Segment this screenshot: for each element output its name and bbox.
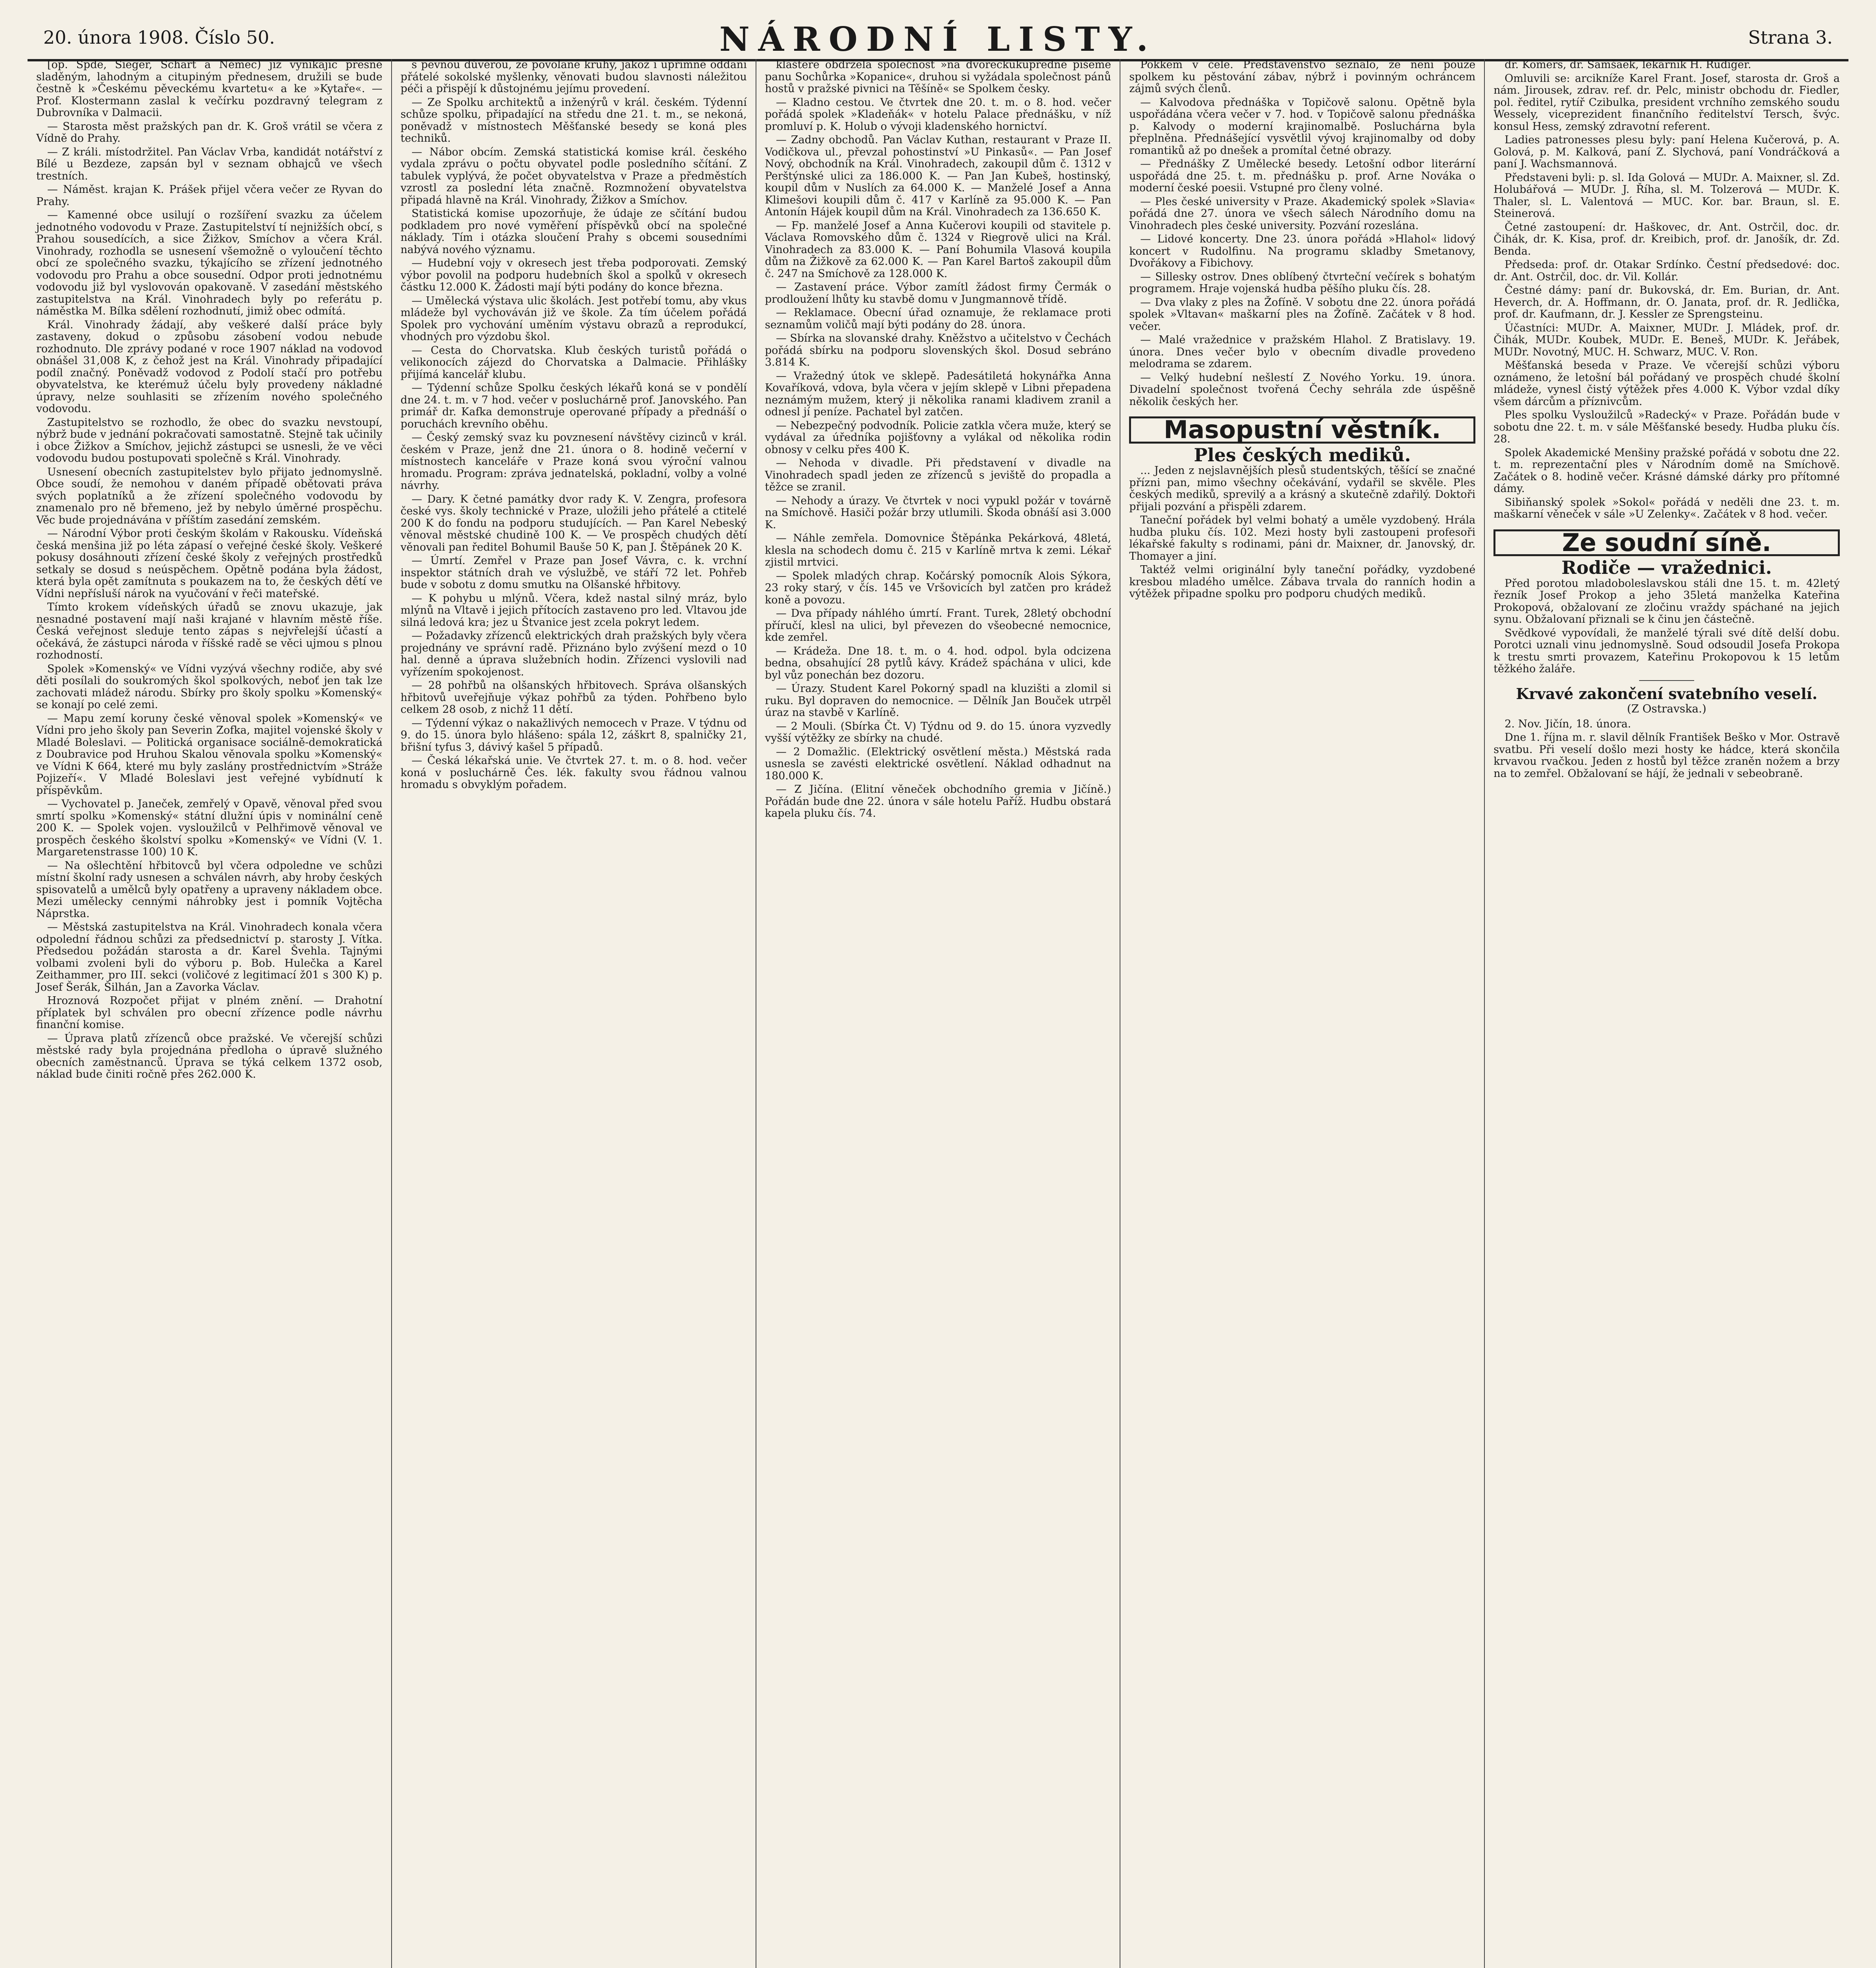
paragraph: — Přednášky Z Umělecké besedy. Letošní odbor literární uspořádá dne 25. t. m. přednášku p. prof. Arne Nováka o moderní české poesii. Vstupné pro členy volné. (1129, 158, 1476, 194)
paragraph: — Náměst. krajan K. Prášek přijel včera večer ze Ryvan do Prahy. (36, 183, 383, 208)
paragraph: Omluvili se: arcikníže Karel Frant. Josef, starosta dr. Groš a nám. Jirousek, zdrav. ref. dr. Pelc, ministr obchodu dr. Fiedler, pol. ředitel, rytíř Czibulka, president vrchního zemského soudu Wessely, viceprezident finančního ředitelství Tersch, švýc. konsul Hess, zemský zdravotní referent. (1493, 72, 1840, 133)
paragraph: — Velký hudební nešlestí Z Nového Yorku. 19. února. Divadelní společnost tvořená Čechy sehrála zde úspěšně několik českých her. (1129, 371, 1476, 408)
paragraph: — Z Jičína. (Elitní věneček obchodního gremia v Jičíně.) Pořádán bude dne 22. února v sále hotelu Paříž. Hudbu obstará kapela pluku čís. 74. (765, 783, 1111, 819)
masthead-title: NÁRODNÍ LISTY. (719, 20, 1157, 59)
paragraph: — Dva případy náhlého úmrtí. Frant. Turek, 28letý obchodní příručí, klesl na ulici, byl převezen do všeobecné nemocnice, kde zemřel. (765, 607, 1111, 644)
paragraph: — Týdenní schůze Spolku českých lékařů koná se v pondělí dne 24. t. m. v 7 hod. večer v posluchárně prof. Janovského. Pan primář dr. Kafka demonstruje operované případy a přednáší o poruchách krevního oběhu. (400, 382, 747, 430)
paragraph: — Český zemský svaz ku povznesení návštěvy cizinců v král. českém v Praze, jenž dne 21. února o 8. hodině večerní v místnostech kanceláře v Praze koná svou výroční valnou hromadu. Program: zpráva jednatelská, pokladní, volby a volné návrhy. (400, 431, 747, 492)
paragraph: — Krádeža. Dne 18. t. m. o 4. hod. odpol. byla odcizena bedna, obsahující 28 pytlů kávy. Krádež spáchána v ulici, kde byl vůz ponechán bez dozoru. (765, 645, 1111, 681)
paragraph: — Kalvodova přednáška v Topičově salonu. Opětně byla uspořádána včera večer v 7. hod. v Topičově salonu přednáška p. Kalvody o moderní krajinomalbě. Posluchárna byla přeplněna. Přednášející vysvětlil vývoj krajinomalby od doby romantiků až po dnešek a promítal četné obrazy. (1129, 96, 1476, 157)
paragraph: Dne 1. října m. r. slavil dělník František Beško v Mor. Ostravě svatbu. Při veselí došlo mezi hosty ke hádce, která skončila krvavou rvačkou. Jeden z hostů byl těžce zraněn nožem a brzy na to zemřel. Obžalovaní se hájí, že jednali v sebeobraně. (1493, 731, 1840, 780)
section-heading-court: Ze soudní síně. (1493, 529, 1840, 557)
page-header (28, 16, 1848, 61)
paragraph: — Malé vražednice v pražském Hlahol. Z Bratislavy. 19. února. Dnes večer bylo v obecním divadle provedeno melodrama se zdarem. (1129, 334, 1476, 370)
column-3 (756, 59, 1121, 1968)
paragraph: Účastníci: MUDr. A. Maixner, MUDr. J. Mládek, prof. dr. Čihák, MUDr. Koubek, MUDr. E. Beneš, MUDr. K. Jeřábek, MUDr. Novotný, MUC. H. Schwarz, MUC. V. Ron. (1493, 322, 1840, 358)
paragraph: Tímto krokem vídeňských úřadů se znovu ukazuje, jak nesnadné postavení mají naši krajané v hlavním městě říše. Česká veřejnost sleduje tento zápas s nejvřelejší účastí a očekává, že zástupci národa v říšské radě se věci ujmou s plnou rozhodností. (36, 601, 383, 661)
issue-date: 20. února 1908. Číslo 50. (43, 27, 275, 48)
paragraph: Měšťanská beseda v Praze. Ve včerejší schůzi výboru oznámeno, že letošní bál pořádaný ve prospěch chudé školní mládeže, vynesl čistý výtěžek přes 4.000 K. Výbor vzdal díky všem dárcům a příznivcům. (1493, 359, 1840, 408)
paragraph: Představeni byli: p. sl. Ida Golová — MUDr. A. Maixner, sl. Zd. Holubářová — MUDr. J. Říha, sl. M. Tolzerová — MUDr. K. Thaler, sl. L. Valentová — MUC. Kor. bar. Braun, sl. E. Steinerová. (1493, 171, 1840, 220)
paragraph: — Reklamace. Obecní úřad oznamuje, že reklamace proti seznamům voličů mají býti podány do 28. února. (765, 307, 1111, 331)
paragraph: — K pohybu u mlýnů. Včera, kdež nastal silný mráz, bylo mlýnů na Vltavě i jejich přítocích zastaveno pro led. Vltavou jde silná ledová kra; jez u Štvanice jest zcela pokryt ledem. (400, 592, 747, 629)
article-place: (Z Ostravska.) (1627, 702, 1706, 715)
paragraph: — Spolek mladých chrap. Kočárský pomocník Alois Sýkora, 23 roky starý, v čís. 145 ve Vršovicích byl zatčen pro krádež koně a povozu. (765, 570, 1111, 606)
paragraph: — 28 pohřbů na olšanských hřbitovech. Správa olšanských hřbitovů uveřejňuje výkaz pohřbů za týden. Pohřbeno bylo celkem 28 osob, z nichž 11 dětí. (400, 679, 747, 716)
paragraph: — Ples české university v Praze. Akademický spolek »Slavia« pořádá dne 27. února ve všech sálech Národního domu na Vinohradech ples české university. Pozvání rozeslána. (1129, 195, 1476, 232)
paragraph: Spolek »Komenský« ve Vídni vyzývá všechny rodiče, aby své děti posílali do soukromých škol spolkových, neboť jen tak lze zachovati mládež národu. Sbírky pro školy spolku »Komenský« se konají po celé zemi. (36, 662, 383, 711)
paragraph: Zastupitelstvo se rozhodlo, že obec do svazku nevstoupí, nýbrž bude v jednání pokračovati samostatně. Stejně tak učinily i obce Žižkov a Smíchov, jejichž zástupci se usnesli, že ve věci vodovodu budou postupovati společně s Král. Vinohrady. (36, 416, 383, 464)
paragraph: — Nehoda v divadle. Při představení v divadle na Vinohradech spadl jeden ze zřízenců s jeviště do propadla a těžce se zranil. (765, 457, 1111, 493)
paragraph: — Národní Výbor proti českým školám v Rakousku. Vídeňská česká menšina již po léta zápasí o veřejné české školy. Veškeré pokusy dosáhnouti zřízení české školy z veřejných prostředků setkaly se dosud s neúspěchem. Opětně podána byla žádost, která byla opět zamítnuta s poukazem na to, že českých dětí ve Vídni nepřísluší nárok na vyučování v řeči mateřské. (36, 527, 383, 600)
paragraph: — Hudební vojy v okresech jest třeba podporovati. Zemský výbor povolil na podporu hudebních škol a spolků v okresech částku 12.000 K. Žádosti mají býti podány do konce března. (400, 257, 747, 293)
column-4-text (1129, 59, 1475, 408)
column-1-text (36, 59, 383, 1081)
paragraph: Před porotou mladoboleslavskou stáli dne 15. t. m. 42letý řezník Josef Prokop a jeho 35letá manželka Kateřina Prokopová, obžalovaní ze zločinu vraždy spáchané na jejich synu. Obžalovaní přiznali se k činu jen částečně. (1493, 577, 1840, 625)
column-3-text (765, 59, 1111, 820)
paragraph: — Ze Spolku architektů a inženýrů v král. českém. Týdenní schůze spolku, připadající na středu dne 21. t. m., se nekoná, poněvadž v místnostech Měšťanské besedy se koná ples techniků. (400, 96, 747, 144)
column-4 (1120, 59, 1485, 1968)
paragraph: — Starosta měst pražských pan dr. K. Groš vrátil se včera z Vídně do Prahy. (36, 120, 383, 144)
paragraph: — Úprava platů zřízenců obce pražské. Ve včerejší schůzi městské rady byla projednána předloha o úpravě služného obecních zaměstnanců. Úprava se týká celkem 1372 osob, náklad bude činiti ročně přes 262.000 K. (36, 1032, 383, 1080)
paragraph: Statistická komise upozorňuje, že údaje ze sčítání budou podkladem pro nové vyměření příspěvků obcí na společné náklady. Tím i otázka sloučení Prahy s obcemi sousedními nabývá nového významu. (400, 207, 747, 256)
paragraph: 2. Nov. Jičín, 18. února. (1504, 718, 1631, 730)
paragraph: — Zadny obchodů. Pan Václav Kuthan, restaurant v Praze II. Vodičkova ul., převzal pohostinství »U Pinkasů«. — Pan Josef Nový, obchodník na Král. Vinohradech, zakoupil dům č. 1312 v Perštýnské ulici za 186.000 K. — Pan Jan Kubeš, hostinský, koupil dům v Nuslích za 64.000 K. — Manželé Josef a Anna Klimešovi koupili dům č. 417 v Karlíně za 95.000 K. — Pan Antonín Hájek koupil dům na Král. Vinohradech za 136.650 K. (765, 134, 1111, 218)
paragraph: — Zastavení práce. Výbor zamítl žádost firmy Čermák o prodloužení lhůty ku stavbě domu v Jungmannově třídě. (765, 281, 1111, 305)
paragraph: Svědkové vypovídali, že manželé týrali své dítě delší dobu. Porotci uznali vinu jednomyslně. Soud odsoudil Josefa Prokopa k trestu smrti provazem, Kateřinu Prokopovou k 15 letům těžkého žaláře. (1493, 627, 1840, 675)
paragraph: — Lidové koncerty. Dne 23. února pořádá »Hlahol« lidový koncert v Rudolfinu. Na programu skladby Smetanovy, Dvořákovy a Fibichovy. (1129, 233, 1476, 269)
paragraph: Taneční pořádek byl velmi bohatý a uměle vyzdobený. Hrála hudba pluku čís. 102. Mezi hosty byli zastoupeni profesoři lékařské fakulty s rodinami, páni dr. Maixner, dr. Janovský, dr. Thomayer a jiní. (1129, 514, 1476, 562)
paragraph: — Vražedný útok ve sklepě. Padesátiletá hokynářka Anna Kovaříková, vdova, byla včera v jejím sklepě v Libni přepadena neznámým mužem, který ji několika ranami kladivem zranil a odnesl jí peníze. Pachatel byl zatčen. (765, 370, 1111, 418)
paragraph: Předseda: prof. dr. Otakar Srdínko. Čestní předsedové: doc. dr. Ant. Ostrčil, doc. dr. Vil. Kollár. (1493, 259, 1840, 283)
paragraph: — Z králi. místodržitel. Pan Václav Vrba, kandidát notářství z Bílé u Bezdeze, zapsán byl v seznam obhajců ve všech trestních. (36, 146, 383, 182)
paragraph: — Nábor obcím. Zemská statistická komise král. českého vydala zprávu o počtu obyvatel podle posledního sčítání. Z tabulek vyplývá, že počet obyvatelstva v Praze a předměstích vzrostl za poslední léta značně. Rozmnožení obyvatelstva připadá hlavně na Král. Vinohrady, Žižkov a Smíchov. (400, 146, 747, 206)
paragraph: — Kladno cestou. Ve čtvrtek dne 20. t. m. o 8. hod. večer pořádá spolek »Kladeňák« v hotelu Palace přednášku, v níž promluví p. K. Holub o vývoji kladenského hornictví. (765, 96, 1111, 133)
paragraph: Král. Vinohrady žádají, aby veškeré další práce byly zastaveny, dokud o způsobu zásobení vodou nebude rozhodnuto. Dle zprávy podané v roce 1907 náklad na vodovod obnášel 31,008 K, z čehož jest na Král. Vinohrady připadající podíl značný. Poněvadž vodovod z Podolí stačí pro potřebu obyvatelstva, ke kterémuž účelu byly provedeny nákladné úpravy, nelze souhlasiti se zřízením nového společného vodovodu. (36, 318, 383, 415)
paragraph: Čestné dámy: paní dr. Bukovská, dr. Em. Burian, dr. Ant. Heverch, dr. A. Hoffmann, dr. O. Janata, prof. dr. R. Jedlička, prof. dr. Kaufmann, dr. J. Kessler ze Sprengsteinu. (1493, 284, 1840, 320)
section-heading-masopust: Masopustní věstník. (1129, 416, 1475, 444)
paragraph: ... Jeden z nejslavnějších plesů studentských, těšící se značné přízni pan, mimo všechny očekávání, vydařil se skvěle. Ples českých mediků, sprevilý a a krásný a skutečně zdařilý. Doktoři přijali pozvání a přispěli zdarem. (1129, 464, 1476, 513)
column-2-text (401, 59, 747, 791)
paragraph: — Česká lékařská unie. Ve čtvrtek 27. t. m. o 8. hod. večer koná v posluchárně Čes. lék. fakulty svou řádnou valnou hromadu s obvyklým pořadem. (400, 755, 747, 791)
column-5-text (1493, 59, 1840, 521)
paragraph: — Fp. manželé Josef a Anna Kučerovi koupili od stavitele p. Václava Romovského dům č. 1324 v Riegrově ulici na Král. Vinohradech za 83.000 K. — Paní Bohumila Vlasová koupila dům na Žižkově za 62.000 K. — Pan Karel Bartoš zakoupil dům č. 247 na Smíchově za 128.000 K. (765, 219, 1111, 280)
paragraph: Spolek Akademické Menšiny pražské pořádá v sobotu dne 22. t. m. reprezentační ples v Národním domě na Smíchově. Začátek o 8. hodině večer. Krásné dámské dárky pro přítomné dámy. (1493, 446, 1840, 495)
paragraph: Pokkem v čele. Představenstvo seznalo, že není pouze spolkem ku pěstování zábav, nýbrž i povinným ochráncem zájmů svých členů. (1129, 59, 1476, 95)
paragraph: — Kamenné obce usilují o rozšíření svazku za účelem jednotného vodovodu v Praze. Zastupitelství tí nejnižších obcí, s Prahou sousedících, a sice Žižkov, Smíchov a včera Král. Vinohrady, rozhodla se usnesení všemožně o vyloučení těchto obcí ze společného svazku, týkajícího se zřízení jednotného vodovodu pro Prahu a obce sousední. Odpor proti jednotnému vodovodu již byl vyslovován opakovaně. V zasedání městského zastupitelstva na Král. Vinohradech byly po referátu p. náměstka M. Bílka sdělení rozhodnutí, jimiž obec odmítá. (36, 209, 383, 317)
paragraph: — Nebezpečný podvodník. Policie zatkla včera muže, který se vydával za úředníka pojišťovny a vylákal od několika rodin obnosy v celku přes 400 K. (765, 419, 1111, 456)
column-2 (392, 59, 756, 1968)
paragraph: — Náhle zemřela. Domovnice Štěpánka Pekárková, 48letá, klesla na schodech domu č. 215 v Karlíně mrtva k zemi. Lékař zjistil mrtvici. (765, 532, 1111, 568)
paragraph: Taktéž velmi originální byly taneční pořádky, vyzdobené kresbou mladého umělce. Zábava trvala do ranních hodin a výtěžek připadne spolku pro podporu chudých mediků. (1129, 564, 1476, 600)
paragraph: Sibiňanský spolek »Sokol« pořádá v neděli dne 23. t. m. maškarní věneček v sále »U Zelenky«. Začátek v 8 hod. večer. (1493, 496, 1840, 520)
paragraph: Ladies patronesses plesu byly: paní Helena Kučerová, p. A. Golová, p. M. Kalková, paní Z. Slychová, paní Vondráčková a paní J. Wachsmannová. (1493, 134, 1840, 170)
paragraph: — Úrazy. Student Karel Pokorný spadl na kluzišti a zlomil si ruku. Byl dopraven do nemocnice. — Dělník Jan Bouček utrpěl úraz na stavbě v Karlíně. (765, 683, 1111, 719)
paragraph: Hroznová Rozpočet přijat v plném znění. — Drahotní příplatek byl schválen pro obecní zřízence podle návrhu finanční komise. (36, 995, 383, 1031)
paragraph: — Cesta do Chorvatska. Klub českých turistů pořádá o velikonocích zájezd do Chorvatska a Dalmacie. Přihlášky přijímá kancelář klubu. (400, 344, 747, 381)
paragraph: — Nehody a úrazy. Ve čtvrtek v noci vypukl požár v továrně na Smíchově. Hasiči požár brzy utlumili. Škoda obnáší asi 3.000 K. (765, 494, 1111, 531)
paragraph: — 2 Mouli. (Sbírka Čt. V) Týdnu od 9. do 15. února vyzvedly vyšší výtěžky ze sbírky na chudé. (765, 720, 1111, 744)
paragraph: — 2 Domažlic. (Elektrický osvětlení města.) Městská rada usnesla se zavésti elektrické osvětlení. Náklad odhadnut na 180.000 K. (765, 745, 1111, 782)
paragraph: Ples spolku Vysloužilců »Radecký« v Praze. Pořádán bude v sobotu dne 22. t. m. v sále Měšťanské besedy. Hudba pluku čís. 28. (1493, 409, 1840, 445)
paragraph: — Dary. K četné památky dvor rady K. V. Zengra, profesora české vys. školy technické v Praze, uložili jeho přátelé a ctitelé 200 K do fondu na podporu studujících. — Pan Karel Nebeský věnoval městské chudině 100 K. — Ve prospěch chudých dětí věnovali pan ředitel Bohumil Bauše 50 K, pan J. Štěpánek 20 K. (400, 493, 747, 553)
paragraph: — Sillesky ostrov. Dnes oblíbený čtvrteční večírek s bohatým programem. Hraje vojenská hudba pěšího pluku čís. 28. (1129, 270, 1476, 295)
paragraph: — Mapu zemí koruny české věnoval spolek »Komenský« ve Vídni pro jeho školy pan Severin Zofka, majitel vojenské školy v Mladé Boleslavi. — Politická organisace sociálně-demokratická z Doubravice pod Hruhou Skalou věnovala spolku »Komenský« ve Vídni K 664, které mu byly zaslány prostřednictvím »Stráže Pojizeří«. V Mladé Boleslavi jest veřejné vybídnutí k příspěvkům. (36, 712, 383, 797)
column-5-article-2 (1493, 718, 1840, 780)
paragraph: [op. Spde, Sieger, Schart a Němec) již vynikajíc přesně sladěným, lahodným a citupiným přednesem, družili se bude čestně k »Českému pěveckému kvartetu« a ke »Kytaře«. — Prof. Klostermann zaslal k večírku pozdravný telegram z Dubrovníka v Dalmacii. (36, 59, 383, 119)
article-heading-svatba: Krvavé zakončení svatebního veselí. (1516, 684, 1818, 703)
paragraph: — Vychovatel p. Janeček, zemřelý v Opavě, věnoval před svou smrtí spolku »Komenský« státní dlužní úpis v nominální ceně 200 K. — Spolek vojen. vysloužilců v Pelhřimově věnoval ve prospěch českého školství spolku »Komenský« ve Vídni (V. 1. Margaretenstrasse 100) 10 K. (36, 798, 383, 858)
paragraph: — Týdenní výkaz o nakažlivých nemocech v Praze. V týdnu od 9. do 15. února bylo hlášeno: spála 12, záškrt 8, spalničky 21, břišní tyfus 3, dávivý kašel 5 případů. (400, 717, 747, 753)
paragraph: dr. Komers, dr. Samšaek, lékárník H. Rüdiger. (1504, 59, 1751, 71)
column-1 (28, 59, 392, 1968)
column-5 (1485, 59, 1848, 1968)
paragraph: — Požadavky zřízenců elektrických drah pražských byly včera projednány ve správní radě. Přiznáno bylo zvýšení mezd o 10 hal. denně a úprava služebních hodin. Zřízenci vyslovili nad vyřízením spokojenost. (400, 630, 747, 678)
divider (1639, 680, 1694, 681)
page-number: Strana 3. (1748, 27, 1833, 48)
paragraph: klášteře obdržela společnost »na dvoreckukupředně píšeme panu Sochůrka »Kopanice«, druhou si vyžádala společnost pánů hostů v pražské pivnici na Těšíně« se Spolkem česky. (765, 59, 1111, 95)
paragraph: s pevnou důvěrou, že povolané kruhy, jakož i upřímně oddaní přátelé sokolské myšlenky, věnovati budou slavnosti náležitou péči a přispějí k důstojnému jejímu provedení. (400, 59, 747, 95)
paragraph: — Úmrtí. Zemřel v Praze pan Josef Vávra, c. k. vrchní inspektor státních drah ve výslužbě, ve stáří 72 let. Pohřeb bude v sobotu z domu smutku na Olšanské hřbitovy. (400, 555, 747, 591)
paragraph: Četné zastoupení: dr. Haškovec, dr. Ant. Ostrčil, doc. dr. Čihák, dr. K. Kisa, prof. dr. Kreibich, prof. dr. Janošík, dr. Zd. Benda. (1493, 221, 1840, 257)
article-heading-rodice: Rodiče — vražednici. (1561, 557, 1772, 578)
column-4-article (1129, 465, 1475, 600)
paragraph: — Městská zastupitelstva na Král. Vinohradech konala včera odpolední řádnou schůzi za předsednictví p. starosty J. Vítka. Předsedou požádán starosta a dr. Karel Švehla. Tajnými volbami zvoleni byli do výboru p. Bob. Hulečka a Karel Zeithammer, pro III. sekci (voličové z legitimací ž01 s 300 K) p. Josef Šerák, Šilhán, Jan a Zavorka Václav. (36, 921, 383, 993)
article-columns (28, 59, 1848, 1968)
paragraph: — Na ošlechtění hřbitovců byl včera odpoledne ve schůzi místní školní rady usnesen a schválen návrh, aby hroby českých spisovatelů a umělců byly opatřeny a upraveny nákladem obce. Mezi umělecky cennými náhrobky jest i pomník Vojtěcha Náprstka. (36, 859, 383, 920)
paragraph: — Dva vlaky z ples na Žofíně. V sobotu dne 22. února pořádá spolek »Vltavan« maškarní ples na Žofíně. Začátek v 8 hod. večer. (1129, 296, 1476, 333)
column-5-article (1493, 578, 1840, 675)
paragraph: — Sbírka na slovanské drahy. Kněžstvo a učitelstvo v Čechách pořádá sbírku na podporu slovenských škol. Dosud sebráno 3.814 K. (765, 332, 1111, 368)
paragraph: Usnesení obecních zastupitelstev bylo přijato jednomyslně. Obce soudí, že nemohou v daném případě obětovati práva svých poplatníků a že zřízení společného vodovodu by znamenalo pro ně břemeno, jež by nebylo úměrné prospěchu. Věc bude projednávána v příštím zasedání zemském. (36, 466, 383, 526)
article-heading-ples: Ples českých mediků. (1194, 444, 1411, 466)
paragraph: — Umělecká výstava ulic školách. Jest potřebí tomu, aby vkus mládeže byl vychováván již ve škole. Za tím účelem pořádá Spolek pro vychování uměním výstavu obrazů a reprodukcí, vhodných pro výzdobu škol. (400, 294, 747, 343)
